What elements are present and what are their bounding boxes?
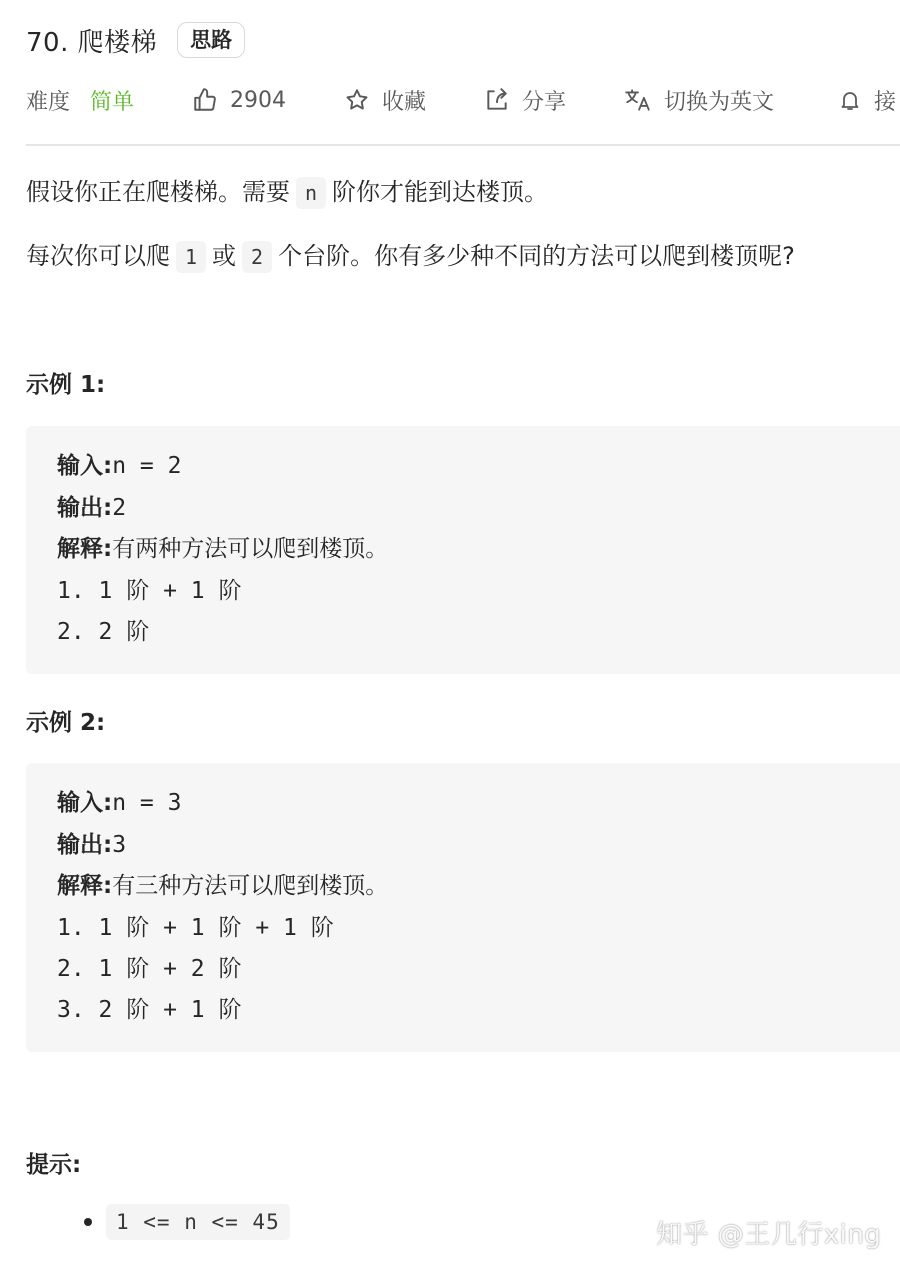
example-step: 3. 2 阶 + 1 阶 (57, 997, 242, 1023)
bullet-icon (84, 1218, 92, 1226)
share-icon (484, 87, 510, 113)
title-row (26, 20, 245, 60)
inline-code: n (296, 177, 326, 209)
input-label: 输入: (57, 790, 113, 816)
constraint-list-item (84, 1204, 290, 1240)
description-text: 每次你可以爬 (26, 242, 170, 270)
translate-icon (624, 87, 652, 113)
translate-button[interactable] (624, 80, 774, 120)
inline-code: 2 (242, 241, 272, 273)
star-icon (344, 87, 370, 113)
example-input (57, 451, 181, 481)
example-explanation (57, 534, 388, 564)
description-line-1 (26, 172, 548, 213)
example-2-box (26, 763, 900, 1052)
constraint-code: 1 <= n <= 45 (106, 1204, 290, 1240)
thumbs-up-icon (192, 87, 218, 113)
example-input (57, 788, 181, 818)
input-value: n = 2 (112, 453, 182, 479)
translate-label: 切换为英文 (664, 89, 775, 115)
header-divider (26, 144, 900, 146)
bell-icon (838, 88, 862, 112)
output-value: 2 (112, 495, 127, 521)
notify-label: 接 (874, 89, 897, 115)
description-text: 阶你才能到达楼顶。 (332, 178, 549, 206)
explain-label: 解释: (57, 536, 113, 562)
share-button[interactable] (484, 80, 566, 120)
example-2-heading: 示例 2: (26, 710, 106, 736)
description-line-2 (26, 236, 795, 277)
hints-heading: 提示: (26, 1152, 82, 1178)
example-1-box (26, 426, 900, 674)
meta-toolbar (26, 80, 900, 120)
input-label: 输入: (57, 453, 113, 479)
page-title: 70. 爬楼梯 (26, 27, 158, 58)
output-value: 3 (112, 832, 127, 858)
tag-badge[interactable]: 思路 (177, 22, 245, 58)
explain-value: 有三种方法可以爬到楼顶。 (112, 873, 389, 899)
watermark: 知乎 @王几行xing (656, 1220, 882, 1250)
like-button[interactable] (192, 80, 286, 120)
description-text: 个台阶。你有多少种不同的方法可以爬到楼顶呢? (278, 242, 795, 270)
output-label: 输出: (57, 832, 113, 858)
difficulty-value: 简单 (90, 89, 135, 115)
description-text: 假设你正在爬楼梯。需要 (26, 178, 290, 206)
input-value: n = 3 (112, 790, 182, 816)
example-step: 1. 1 阶 + 1 阶 (57, 578, 242, 604)
favorite-label: 收藏 (382, 89, 427, 115)
example-output (57, 830, 126, 860)
share-label: 分享 (522, 89, 567, 115)
difficulty-label: 难度 (26, 89, 71, 115)
example-step: 2. 2 阶 (57, 619, 150, 645)
favorite-button[interactable] (344, 80, 426, 120)
difficulty (26, 80, 134, 120)
inline-code: 1 (176, 241, 206, 273)
example-1-heading: 示例 1: (26, 372, 106, 398)
example-explanation (57, 871, 388, 901)
explain-value: 有两种方法可以爬到楼顶。 (112, 536, 389, 562)
example-output (57, 493, 126, 523)
example-step: 1. 1 阶 + 1 阶 + 1 阶 (57, 915, 334, 941)
notify-button[interactable] (838, 80, 896, 120)
explain-label: 解释: (57, 873, 113, 899)
output-label: 输出: (57, 495, 113, 521)
description-text: 或 (212, 242, 237, 270)
example-step: 2. 1 阶 + 2 阶 (57, 956, 242, 982)
like-count: 2904 (230, 87, 286, 113)
